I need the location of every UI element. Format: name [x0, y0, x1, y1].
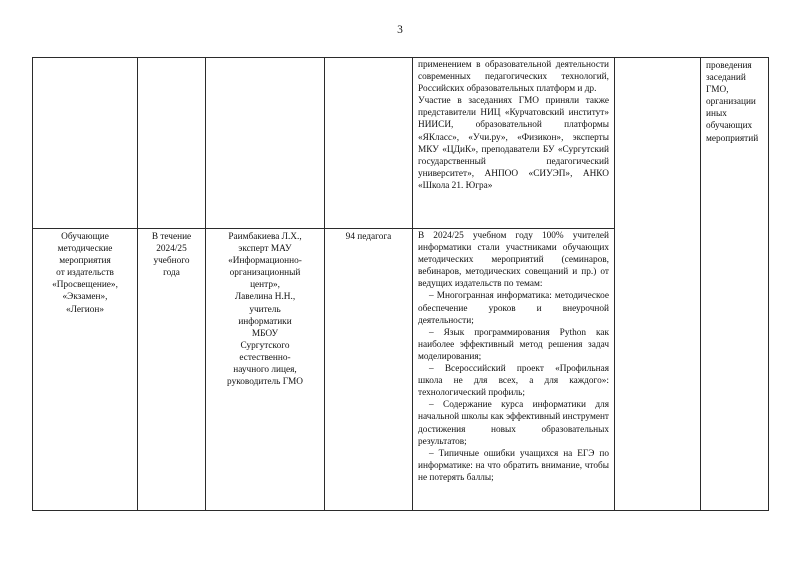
bullet-item: – Всероссийский проект «Профильная школа не для всех, а для каждого»: технологический профиль; [418, 364, 609, 399]
cell-row2-period-body [138, 229, 205, 281]
cell-row1-activity-text [33, 58, 137, 62]
cell-row2-count-body [325, 229, 412, 245]
responsible-line: естественно- [239, 352, 291, 363]
cell-row1-description-body [413, 58, 614, 194]
responsible-line: учитель [249, 304, 281, 315]
count-value: 94 педагога [345, 232, 392, 242]
responsible-line: Сургутского [240, 340, 290, 351]
cell-row2-activity-body [33, 229, 137, 318]
paragraph: применением в образовательной деятельности современных педагогических технологий, Российских образовательных платформ и др. [418, 60, 609, 95]
cell-row1-result-body [701, 58, 768, 147]
activity-line: «Экзамен», [62, 292, 108, 303]
cell-row2-description [413, 229, 615, 511]
cell-row2-count [325, 229, 413, 511]
result-line: иных [706, 109, 727, 120]
content-table [32, 57, 769, 511]
cell-row1-count [325, 58, 413, 229]
activity-line: Обучающие [61, 232, 109, 242]
result-line: заседаний ГМО, [706, 73, 746, 96]
activity-line: «Просвещение», [52, 280, 118, 291]
period-line: 2024/25 [156, 244, 187, 255]
cell-row2-activity [33, 229, 138, 511]
responsible-line: Лавелина Н.Н., [234, 292, 296, 303]
cell-row1-responsible [206, 58, 325, 229]
responsible-line: эксперт МАУ [238, 244, 292, 255]
cell-row1-activity [33, 58, 138, 229]
period-line: года [163, 268, 180, 279]
result-line: проведения [706, 61, 752, 71]
responsible-line: «Информационно- [228, 256, 302, 267]
result-line: обучающих [706, 121, 753, 132]
cell-row1-description [413, 58, 615, 229]
activity-line: методические [57, 244, 113, 255]
responsible-line: центр», [250, 280, 280, 291]
activity-line: «Легион» [65, 304, 105, 315]
table-row [33, 58, 769, 229]
cell-row1-notes-text [615, 58, 700, 62]
cell-row1-notes [615, 58, 701, 511]
paragraph: В 2024/25 учебном году 100% учителей информатики стали участниками обучающих методических мероприятий (семинаров, вебинаров, методических совещаний и пр.) от ведущих издательств по темам: [418, 231, 609, 290]
period-line: В течение [151, 232, 192, 242]
cell-row1-period [138, 58, 206, 229]
responsible-line: руководитель ГМО [227, 377, 303, 388]
period-line: учебного [153, 256, 190, 267]
bullet-item: – Типичные ошибки учащихся на ЕГЭ по информатике: на что обратить внимание, чтобы не потерять баллы; [418, 448, 609, 483]
cell-row1-responsible-text [206, 58, 324, 62]
cell-row2-description-body [413, 229, 614, 486]
cell-row1-period-text [138, 58, 205, 62]
responsible-line: МБОУ [251, 328, 279, 339]
bullet-item: – Содержание курса информатики для начальной школы как эффективный инструмент достижения новых образовательных результатов; [418, 400, 609, 447]
activity-line: мероприятия [59, 256, 111, 267]
cell-row1-count-text [325, 58, 412, 62]
responsible-line: информатики [238, 316, 292, 327]
responsible-line: научного лицея, [233, 365, 297, 376]
responsible-line: Раимбакиева Л.Х., [228, 232, 302, 242]
bullet-item: – Многогранная информатика: методическое обеспечение уроков и внеурочной деятельности; [418, 291, 609, 326]
activity-line: от издательств [56, 268, 114, 279]
cell-row2-responsible-body [206, 229, 324, 390]
page-number: 3 [397, 24, 403, 36]
bullet-item: – Язык программирования Python как наиболее эффективный метод решения задач моделирования; [418, 327, 609, 362]
responsible-line: организационный [229, 268, 301, 279]
cell-row2-period [138, 229, 206, 511]
cell-row2-responsible [206, 229, 325, 511]
result-line: организации [706, 97, 756, 108]
paragraph: Участие в заседаниях ГМО приняли также представители НИЦ «Курчатовский институт» НИИСИ, образовательной платформы «ЯКласс», «Учи.ру», «Физикон», эксперты МКУ «ЦДиК», преподаватели БУ «Сургутский государственный педагогический университет», АНПОО «СИУЭП», АНКО «Школа 21. Югра» [418, 96, 609, 191]
cell-row1-result [701, 58, 769, 511]
result-line: мероприятий [706, 133, 759, 144]
